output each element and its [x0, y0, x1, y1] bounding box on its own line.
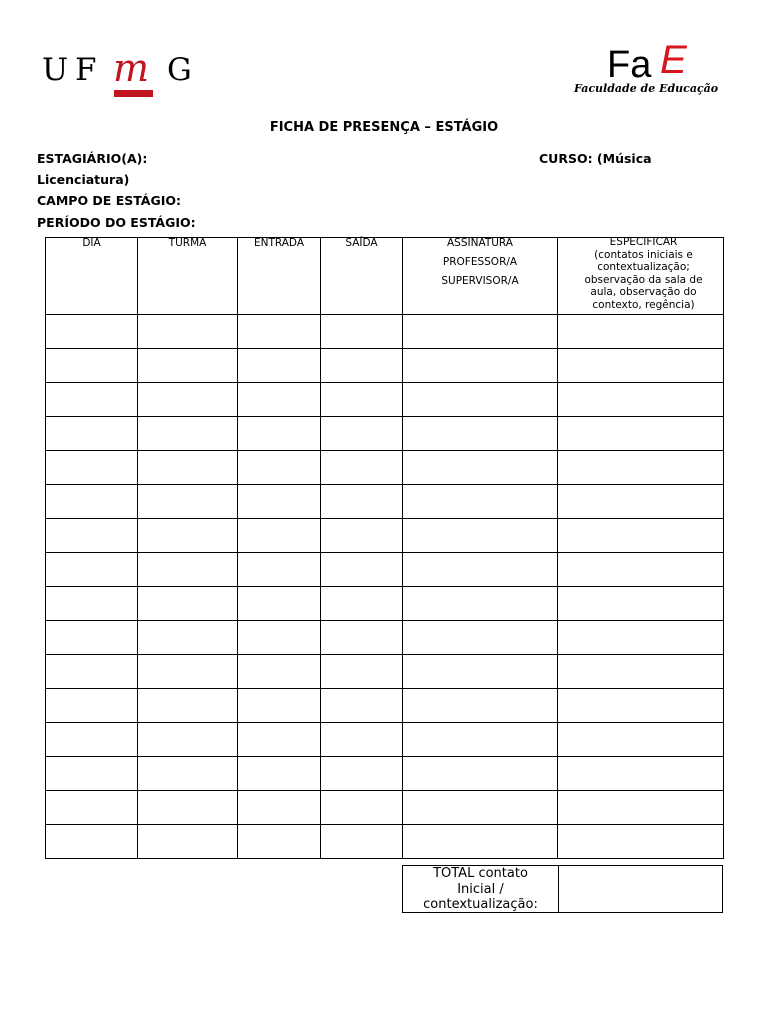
header-entrada: ENTRADA	[238, 238, 321, 315]
table-row	[46, 621, 724, 655]
cell-especificar[interactable]	[558, 349, 724, 383]
curso-label-continued: Licenciatura)	[37, 172, 130, 187]
cell-assinatura[interactable]	[403, 723, 558, 757]
header-especificar-line-2: (contatos iniciais e	[594, 248, 693, 261]
cell-turma[interactable]	[138, 417, 238, 451]
cell-turma[interactable]	[138, 723, 238, 757]
cell-assinatura[interactable]	[403, 621, 558, 655]
cell-dia[interactable]	[46, 655, 138, 689]
cell-dia[interactable]	[46, 825, 138, 859]
ufmg-logo-letter-g: G	[167, 52, 192, 88]
cell-especificar[interactable]	[558, 315, 724, 349]
table-row	[46, 791, 724, 825]
cell-turma[interactable]	[138, 825, 238, 859]
header-especificar-line-1: ESPECIFICAR	[609, 236, 678, 248]
table-row	[46, 451, 724, 485]
cell-saida[interactable]	[321, 655, 403, 689]
cell-especificar[interactable]	[558, 757, 724, 791]
cell-turma[interactable]	[138, 349, 238, 383]
cell-assinatura[interactable]	[403, 315, 558, 349]
cell-especificar[interactable]	[558, 451, 724, 485]
table-row	[46, 553, 724, 587]
cell-assinatura[interactable]	[403, 791, 558, 825]
cell-assinatura[interactable]	[403, 689, 558, 723]
table-header-row	[46, 238, 724, 315]
header-especificar	[558, 238, 724, 315]
cell-dia[interactable]	[46, 417, 138, 451]
cell-saida[interactable]	[321, 349, 403, 383]
cell-dia[interactable]	[46, 519, 138, 553]
cell-turma[interactable]	[138, 689, 238, 723]
cell-especificar[interactable]	[558, 655, 724, 689]
total-label-line-3: contextualização:	[423, 897, 538, 912]
cell-especificar[interactable]	[558, 825, 724, 859]
cell-saida[interactable]	[321, 485, 403, 519]
cell-entrada[interactable]	[238, 315, 321, 349]
cell-dia[interactable]	[46, 451, 138, 485]
cell-entrada[interactable]	[238, 519, 321, 553]
cell-turma[interactable]	[138, 519, 238, 553]
cell-assinatura[interactable]	[403, 825, 558, 859]
cell-saida[interactable]	[321, 519, 403, 553]
cell-especificar[interactable]	[558, 723, 724, 757]
header-assinatura	[403, 238, 558, 315]
cell-saida[interactable]	[321, 621, 403, 655]
ufmg-logo-bar	[114, 90, 153, 97]
cell-entrada[interactable]	[238, 451, 321, 485]
cell-assinatura[interactable]	[403, 485, 558, 519]
cell-turma[interactable]	[138, 791, 238, 825]
cell-saida[interactable]	[321, 451, 403, 485]
fae-logo	[574, 40, 724, 100]
ufmg-logo-letter-m: m	[113, 46, 150, 90]
cell-saida[interactable]	[321, 587, 403, 621]
cell-dia[interactable]	[46, 723, 138, 757]
cell-assinatura[interactable]	[403, 757, 558, 791]
cell-especificar[interactable]	[558, 689, 724, 723]
table-row	[46, 655, 724, 689]
cell-dia[interactable]	[46, 349, 138, 383]
table-row	[46, 519, 724, 553]
page-title: FICHA DE PRESENÇA – ESTÁGIO	[269, 120, 499, 135]
cell-dia[interactable]	[46, 587, 138, 621]
header-assinatura-line-3: SUPERVISOR/A	[441, 275, 519, 287]
cell-turma[interactable]	[138, 757, 238, 791]
ufmg-logo-letter-u: U	[42, 52, 69, 88]
fae-logo-fa: Fa	[607, 44, 652, 86]
cell-turma[interactable]	[138, 553, 238, 587]
cell-turma[interactable]	[138, 485, 238, 519]
periodo-label: PERÍODO DO ESTÁGIO:	[37, 215, 196, 230]
cell-turma[interactable]	[138, 621, 238, 655]
cell-dia[interactable]	[46, 485, 138, 519]
cell-saida[interactable]	[321, 315, 403, 349]
total-label	[403, 866, 559, 912]
table-row	[46, 417, 724, 451]
cell-saida[interactable]	[321, 791, 403, 825]
cell-saida[interactable]	[321, 383, 403, 417]
cell-assinatura[interactable]	[403, 349, 558, 383]
total-label-line-2: Inicial /	[457, 881, 504, 897]
table-row	[46, 315, 724, 349]
cell-dia[interactable]	[46, 315, 138, 349]
cell-dia[interactable]	[46, 689, 138, 723]
header-especificar-line-6: contexto, regência)	[592, 298, 695, 311]
header-especificar-line-4: observação da sala de	[584, 273, 703, 286]
cell-assinatura[interactable]	[403, 519, 558, 553]
cell-assinatura[interactable]	[403, 383, 558, 417]
cell-entrada[interactable]	[238, 417, 321, 451]
fae-logo-e: E	[660, 38, 687, 82]
header-especificar-line-3: contextualização;	[597, 261, 690, 274]
total-label-line-1: TOTAL contato	[433, 866, 528, 881]
header-saida: SAÍDA	[321, 238, 403, 315]
cell-dia[interactable]	[46, 383, 138, 417]
cell-assinatura[interactable]	[403, 655, 558, 689]
cell-saida[interactable]	[321, 417, 403, 451]
cell-entrada[interactable]	[238, 791, 321, 825]
cell-entrada[interactable]	[238, 349, 321, 383]
cell-entrada[interactable]	[238, 825, 321, 859]
cell-entrada[interactable]	[238, 485, 321, 519]
cell-assinatura[interactable]	[403, 417, 558, 451]
header-turma: TURMA	[138, 238, 238, 315]
curso-label: CURSO: (Música	[539, 151, 652, 166]
table-row	[46, 383, 724, 417]
cell-entrada[interactable]	[238, 553, 321, 587]
table-row	[46, 825, 724, 859]
cell-dia[interactable]	[46, 621, 138, 655]
cell-assinatura[interactable]	[403, 451, 558, 485]
table-row	[46, 723, 724, 757]
cell-entrada[interactable]	[238, 655, 321, 689]
cell-turma[interactable]	[138, 655, 238, 689]
table-row	[46, 485, 724, 519]
cell-especificar[interactable]	[558, 519, 724, 553]
total-box	[402, 865, 723, 913]
cell-entrada[interactable]	[238, 621, 321, 655]
header-assinatura-line-2: PROFESSOR/A	[442, 256, 518, 268]
cell-especificar[interactable]	[558, 383, 724, 417]
cell-saida[interactable]	[321, 689, 403, 723]
campo-label: CAMPO DE ESTÁGIO:	[37, 193, 182, 208]
cell-saida[interactable]	[321, 757, 403, 791]
cell-especificar[interactable]	[558, 791, 724, 825]
cell-turma[interactable]	[138, 451, 238, 485]
cell-entrada[interactable]	[238, 587, 321, 621]
table-row	[46, 757, 724, 791]
cell-saida[interactable]	[321, 723, 403, 757]
cell-saida[interactable]	[321, 825, 403, 859]
cell-entrada[interactable]	[238, 723, 321, 757]
fae-logo-subtitle: Faculdade de Educação	[574, 82, 719, 95]
table-row	[46, 349, 724, 383]
attendance-table	[45, 237, 724, 859]
header-especificar-line-5: aula, observação do	[590, 286, 697, 299]
cell-turma[interactable]	[138, 315, 238, 349]
cell-assinatura[interactable]	[403, 587, 558, 621]
cell-especificar[interactable]	[558, 485, 724, 519]
cell-entrada[interactable]	[238, 757, 321, 791]
cell-dia[interactable]	[46, 757, 138, 791]
cell-dia[interactable]	[46, 553, 138, 587]
cell-especificar[interactable]	[558, 587, 724, 621]
cell-especificar[interactable]	[558, 621, 724, 655]
estagiario-label: ESTAGIÁRIO(A):	[37, 151, 148, 166]
cell-entrada[interactable]	[238, 689, 321, 723]
cell-dia[interactable]	[46, 791, 138, 825]
cell-especificar[interactable]	[558, 553, 724, 587]
cell-entrada[interactable]	[238, 383, 321, 417]
header-dia: DIA	[46, 238, 138, 315]
cell-assinatura[interactable]	[403, 553, 558, 587]
cell-turma[interactable]	[138, 587, 238, 621]
header-assinatura-line-1: ASSINATURA	[447, 237, 513, 249]
cell-especificar[interactable]	[558, 417, 724, 451]
ufmg-logo-letter-f: F	[75, 52, 97, 88]
table-row	[46, 689, 724, 723]
cell-saida[interactable]	[321, 553, 403, 587]
table-row	[46, 587, 724, 621]
cell-turma[interactable]	[138, 383, 238, 417]
